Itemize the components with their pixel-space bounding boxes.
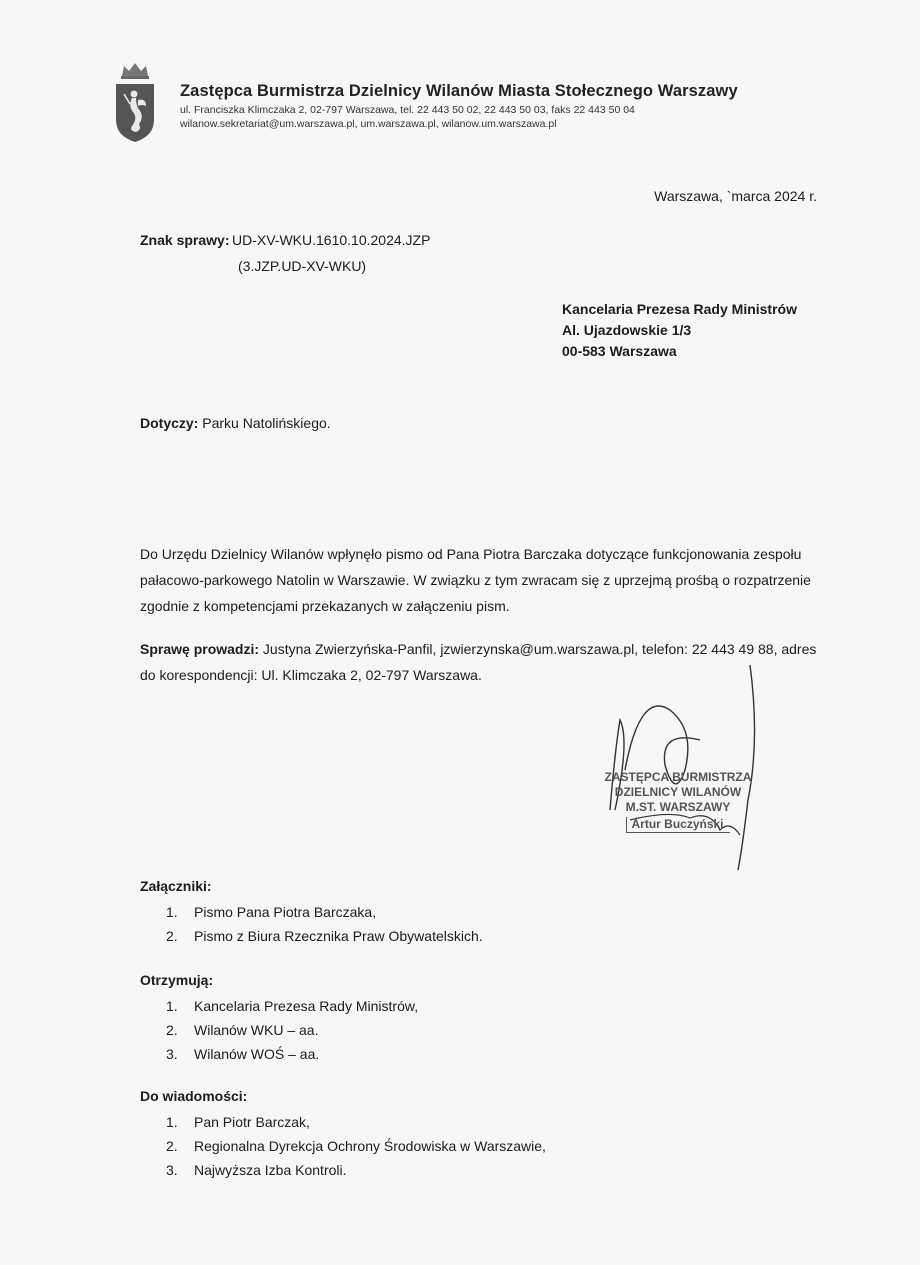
list-item: 1. Kancelaria Prezesa Rady Ministrów, [166, 998, 419, 1014]
stamp-line-2: DZIELNICY WILANÓW [614, 785, 742, 799]
list-item: 2. Pismo z Biura Rzecznika Praw Obywatelskich. [166, 928, 483, 944]
office-title: Zastępca Burmistrza Dzielnicy Wilanów Miasta Stołecznego Warszawy [180, 82, 738, 100]
subject [140, 415, 331, 431]
warsaw-mermaid-crest-icon [112, 60, 158, 144]
case-number-label: Znak sprawy: [140, 232, 230, 248]
recipient-line-1: Kancelaria Prezesa Rady Ministrów [562, 301, 797, 317]
recipient-line-2: Al. Ujazdowskie 1/3 [562, 322, 692, 338]
letter-date: Warszawa, `marca 2024 r. [654, 188, 817, 204]
office-address: ul. Franciszka Klimczaka 2, 02-797 Warszawa, tel. 22 443 50 02, 22 443 50 03, faks 22 443 50 04 [180, 104, 635, 116]
recipient-line-3: 00-583 Warszawa [562, 343, 677, 359]
stamp-line-3: M.ST. WARSZAWY [625, 800, 731, 814]
list-item: 2. Wilanów WKU – aa. [166, 1022, 319, 1038]
attachments-heading: Załączniki: [140, 878, 212, 894]
office-contacts: wilanow.sekretariat@um.warszawa.pl, um.warszawa.pl, wilanow.um.warszawa.pl [180, 118, 557, 130]
attachments-list [166, 900, 483, 948]
list-item: 2. Regionalna Dyrekcja Ochrony Środowiska w Warszawie, [166, 1138, 546, 1154]
list-item: 3. Najwyższa Izba Kontroli. [166, 1162, 347, 1178]
handler-text: Justyna Zwierzyńska-Panfil, jzwierzynska@um.warszawa.pl, telefon: 22 443 49 88, adres do korespondencji: Ul. Klimczaka 2, 02-797 Warszawa. [140, 641, 817, 683]
stamp-name: Artur Buczyński [626, 817, 729, 833]
for-info-list [166, 1110, 546, 1182]
recipients-list [166, 994, 418, 1066]
case-number: UD-XV-WKU.1610.10.2024.JZP [232, 232, 431, 248]
subject-label: Dotyczy: [140, 415, 199, 431]
stamp-line-1: ZASTĘPCA BURMISTRZA [604, 770, 752, 784]
list-item: 1. Pismo Pana Piotra Barczaka, [166, 904, 377, 920]
for-info-heading: Do wiadomości: [140, 1088, 248, 1104]
recipients-heading: Otrzymują: [140, 972, 214, 988]
handler-label: Sprawę prowadzi: [140, 641, 260, 657]
body-paragraph: Do Urzędu Dzielnicy Wilanów wpłynęło pismo od Pana Piotra Barczaka dotyczące funkcjonowania zespołu pałacowo-parkowego Natolin w Warszawie. W związku z tym zwracam się z uprzejmą prośbą o rozpatrzenie zgodnie z kompetencjami przekazanych w załączeniu pism. [140, 546, 811, 614]
list-item: 3. Wilanów WOŚ – aa. [166, 1046, 320, 1062]
official-stamp [578, 770, 778, 833]
case-number-secondary: (3.JZP.UD-XV-WKU) [238, 258, 367, 274]
list-item: 1. Pan Piotr Barczak, [166, 1114, 310, 1130]
subject-text: Parku Natolińskiego. [202, 415, 331, 431]
